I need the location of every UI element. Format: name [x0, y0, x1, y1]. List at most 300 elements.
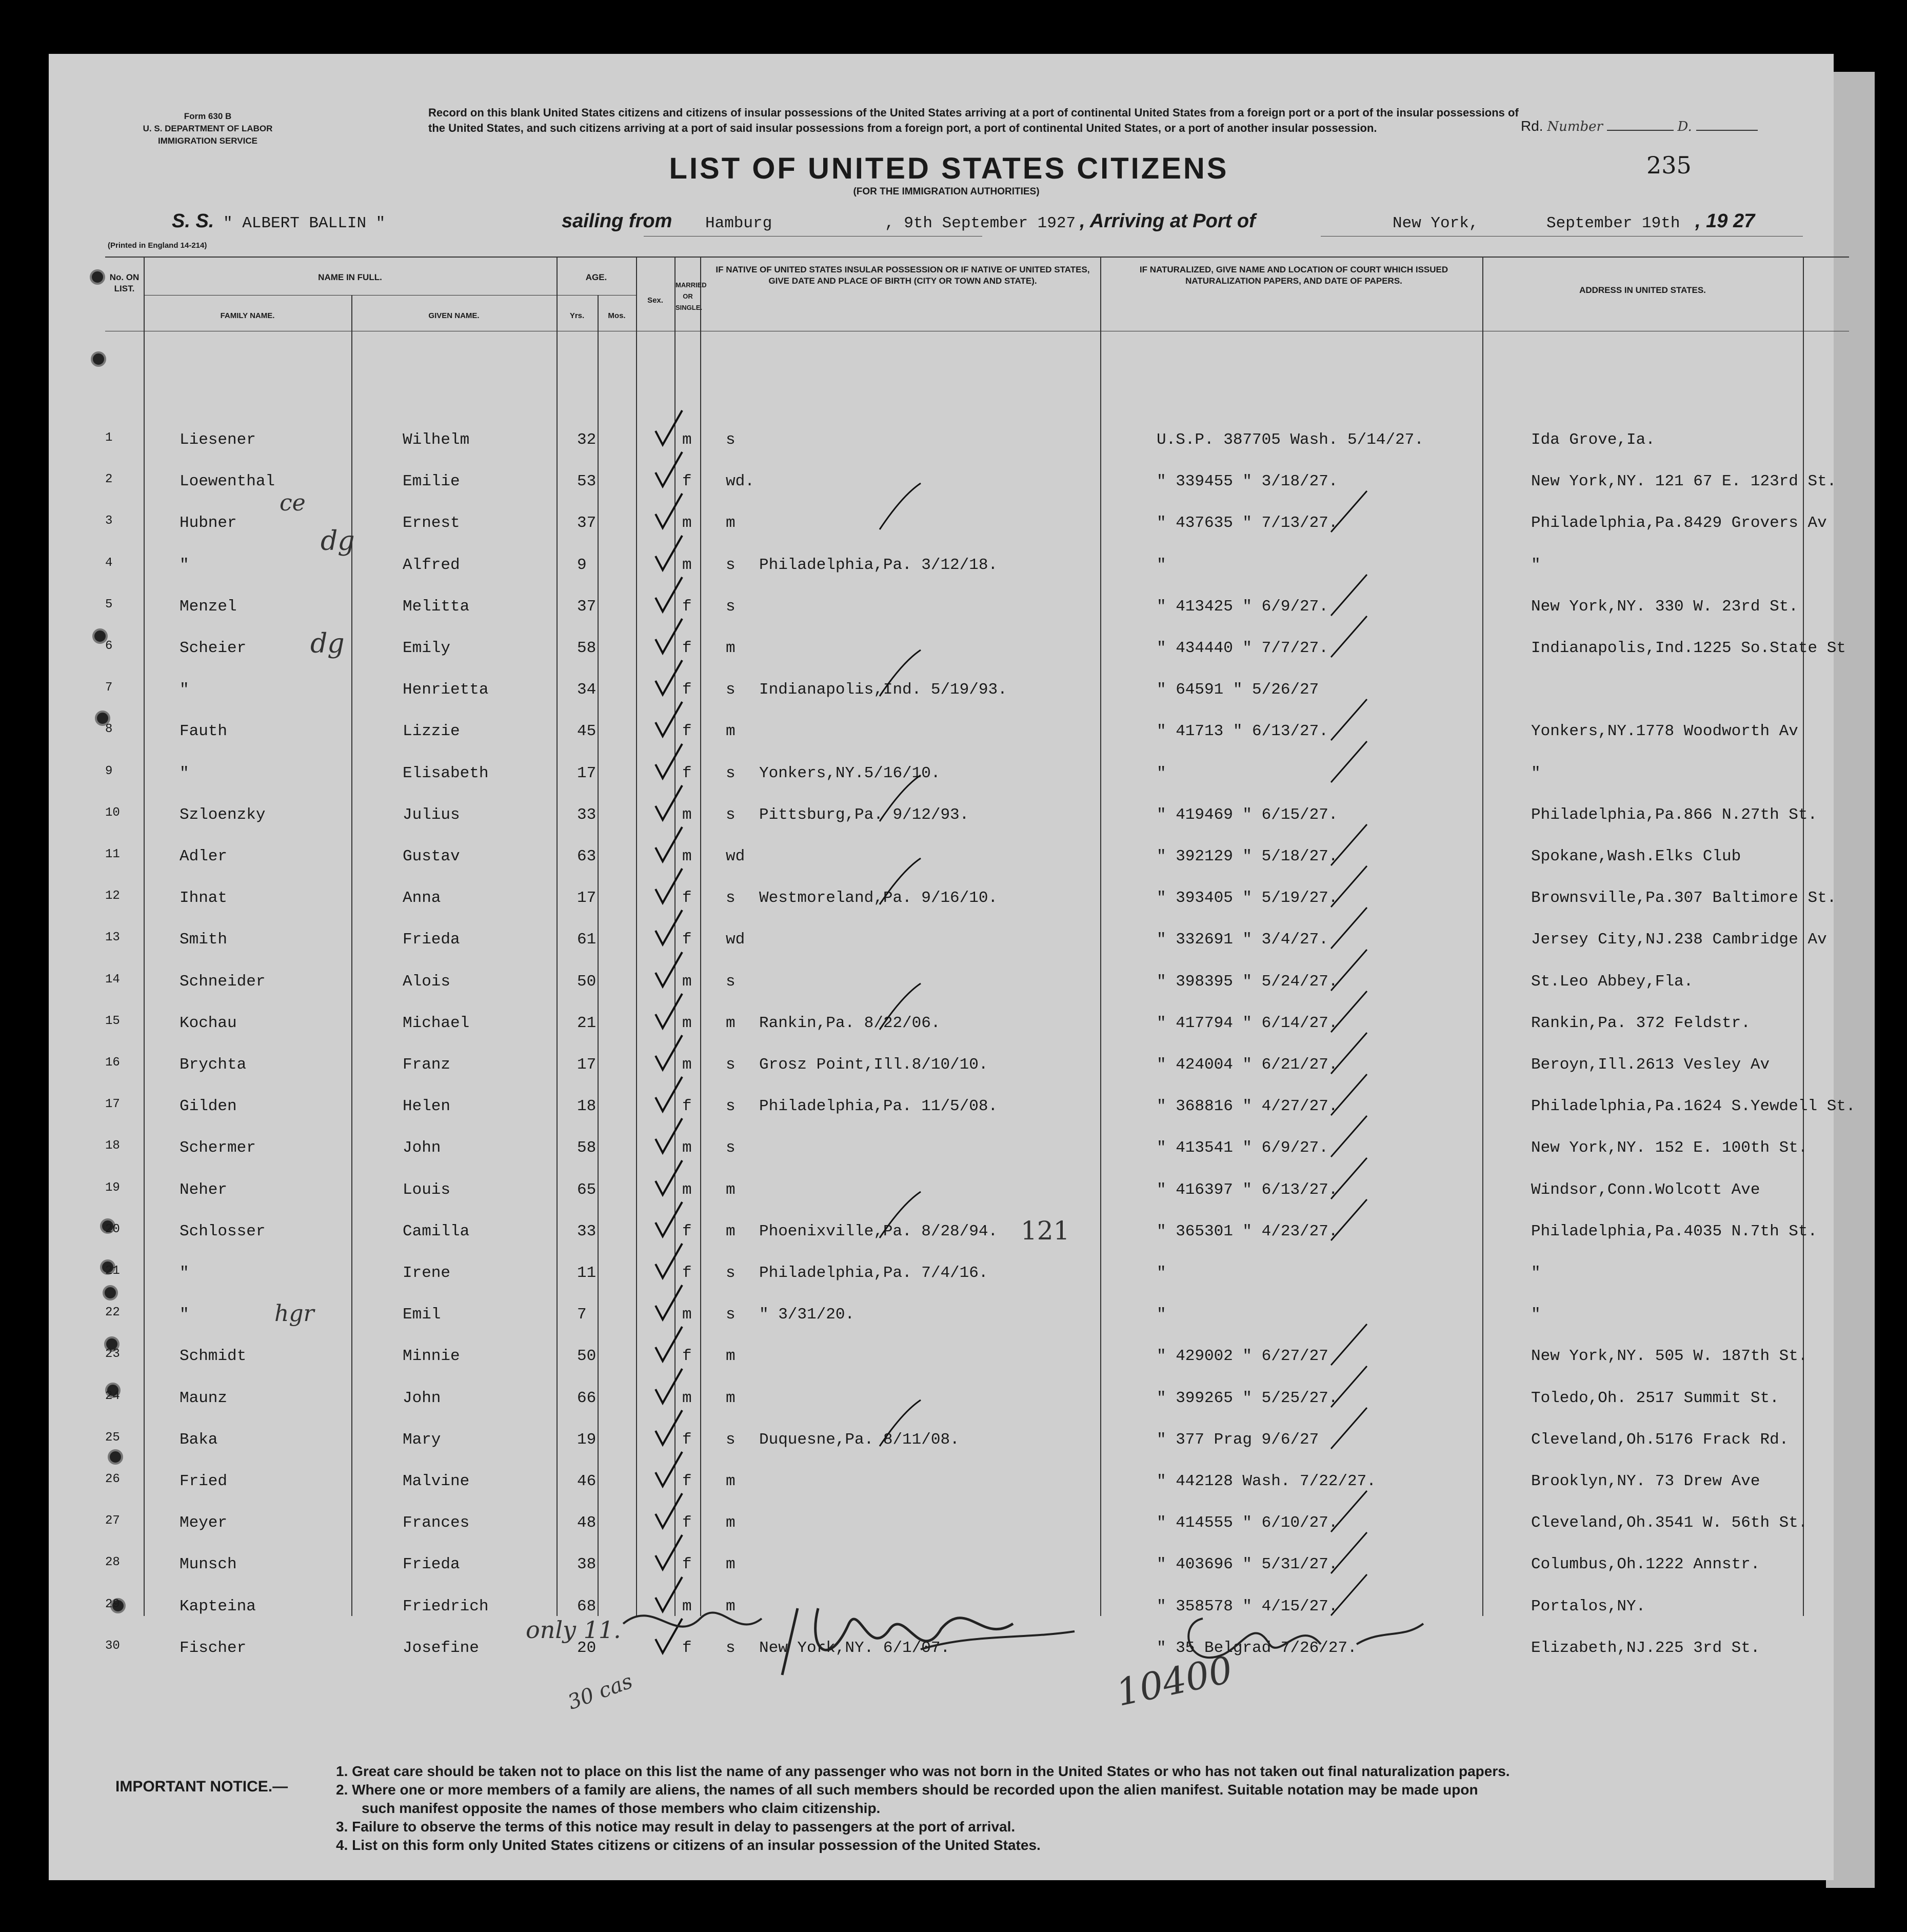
- handwritten-annotation: hgr: [274, 1300, 314, 1327]
- check-mark: [651, 1283, 687, 1324]
- family-name: Munsch: [180, 1555, 237, 1574]
- sex: m: [682, 1139, 692, 1157]
- sex: f: [682, 639, 692, 657]
- given-name: Louis: [403, 1180, 451, 1199]
- marital-status: s: [726, 1097, 736, 1116]
- naturalization: " 35 Belgrad 7/26/27.: [1157, 1639, 1357, 1657]
- address: New York,NY. 330 W. 23rd St.: [1531, 597, 1798, 616]
- sex: f: [682, 889, 692, 908]
- check-mark: [651, 449, 687, 490]
- birthplace: Yonkers,NY.5/16/10.: [759, 764, 941, 782]
- notice-item: 2. Where one or more members of a family are aliens, the names of all such members should be recorded upon the alien manifest. Suitable notation may be made upon: [336, 1782, 1478, 1798]
- marital-status: s: [726, 805, 736, 824]
- punch-hole: [103, 1285, 118, 1300]
- row-number: 29: [105, 1597, 120, 1611]
- naturalization: " 393405 " 5/19/27.: [1157, 889, 1338, 908]
- sex: m: [682, 1056, 692, 1074]
- naturalization: " 413541 " 6/9/27.: [1157, 1139, 1328, 1157]
- check-mark: [875, 853, 926, 910]
- naturalization: " 368816 " 4/27/27.: [1157, 1097, 1338, 1116]
- naturalization: " 403696 " 5/31/27.: [1157, 1555, 1338, 1574]
- given-name: John: [403, 1139, 441, 1157]
- sailing-date: , 9th September 1927: [885, 214, 1076, 232]
- address: Portalos,NY.: [1531, 1597, 1646, 1615]
- arrival-date: September 19th: [1546, 214, 1680, 232]
- notice-item: 4. List on this form only United States citizens or citizens of an insular possession of the United States.: [336, 1837, 1041, 1853]
- row-number: 19: [105, 1180, 120, 1195]
- given-name: Julius: [403, 805, 460, 824]
- check-mark: [651, 1116, 687, 1157]
- age: 65: [577, 1180, 597, 1199]
- family-name: Loewenthal: [180, 472, 275, 491]
- check-mark: [651, 408, 687, 449]
- given-name: Alois: [403, 972, 451, 991]
- sex: m: [682, 1597, 692, 1615]
- naturalization: " 424004 " 6/21/27.: [1157, 1056, 1338, 1074]
- check-mark: [651, 908, 687, 949]
- family-name: Neher: [180, 1180, 228, 1199]
- naturalization: " 64591 " 5/26/27: [1157, 681, 1319, 699]
- birthplace: Philadelphia,Pa. 7/4/16.: [759, 1264, 988, 1282]
- col-header-family: FAMILY NAME.: [220, 311, 275, 320]
- marital-status: s: [726, 681, 736, 699]
- family-name: Schneider: [180, 972, 266, 991]
- punch-hole: [108, 1449, 123, 1465]
- family-name: Brychta: [180, 1056, 247, 1074]
- row-number: 12: [105, 889, 120, 903]
- address: Beroyn,Ill.2613 Vesley Av: [1531, 1056, 1770, 1074]
- col-header-yrs: Yrs.: [569, 311, 585, 320]
- family-name: Kochau: [180, 1014, 237, 1032]
- marital-status: m: [726, 1180, 736, 1199]
- given-name: Emilie: [403, 472, 460, 491]
- naturalization: " 392129 " 5/18/27.: [1157, 847, 1338, 865]
- naturalization: " 416397 " 6/13/27.: [1157, 1180, 1338, 1199]
- age: 48: [577, 1514, 597, 1532]
- sex: f: [682, 1097, 692, 1116]
- rd-number: Rd. Number D.: [1521, 118, 1758, 134]
- naturalization: " 365301 " 4/23/27.: [1157, 1222, 1338, 1240]
- sex: f: [682, 1555, 692, 1574]
- sex: f: [682, 722, 692, 741]
- marital-status: s: [726, 889, 736, 908]
- family-name: Maunz: [180, 1389, 228, 1407]
- notice-item: such manifest opposite the names of those members who claim citizenship.: [362, 1800, 881, 1816]
- address: ": [1531, 1306, 1541, 1324]
- given-name: Michael: [403, 1014, 470, 1032]
- marital-status: m: [726, 722, 736, 741]
- address: Jersey City,NJ.238 Cambridge Av: [1531, 931, 1827, 949]
- family-name: Ihnat: [180, 889, 228, 908]
- address: New York,NY. 121 67 E. 123rd St.: [1531, 472, 1837, 491]
- address: Rankin,Pa. 372 Feldstr.: [1531, 1014, 1751, 1032]
- manifest-page: [49, 54, 1856, 1880]
- age: 17: [577, 1056, 597, 1074]
- family-name: Meyer: [180, 1514, 228, 1532]
- address: Ida Grove,Ia.: [1531, 431, 1655, 449]
- age: 50: [577, 1347, 597, 1366]
- given-name: Franz: [403, 1056, 451, 1074]
- check-mark: [651, 1491, 687, 1532]
- naturalization: " 413425 " 6/9/27.: [1157, 597, 1328, 616]
- address: ": [1531, 1264, 1541, 1282]
- family-name: Schermer: [180, 1139, 256, 1157]
- check-mark: [1326, 486, 1372, 537]
- marital-status: m: [726, 1347, 736, 1366]
- row-number: 5: [105, 597, 113, 612]
- sex: f: [682, 1472, 692, 1490]
- sex: m: [682, 431, 692, 449]
- row-number: 28: [105, 1555, 120, 1570]
- age: 45: [577, 722, 597, 741]
- row-number: 18: [105, 1139, 120, 1153]
- naturalization: " 434440 " 7/7/27.: [1157, 639, 1328, 657]
- check-mark: [651, 824, 687, 865]
- given-name: Elisabeth: [403, 764, 489, 782]
- punch-hole: [91, 351, 106, 367]
- age: 19: [577, 1430, 597, 1449]
- marital-status: m: [726, 1555, 736, 1574]
- page-number: 235: [1646, 151, 1692, 179]
- handwritten-annotation: dg: [310, 628, 345, 659]
- given-name: Josefine: [403, 1639, 479, 1657]
- col-header-given: GIVEN NAME.: [428, 311, 480, 320]
- marital-status: s: [726, 1430, 736, 1449]
- family-name: ": [180, 1264, 189, 1282]
- given-name: Ernest: [403, 514, 460, 533]
- address: Toledo,Oh. 2517 Summit St.: [1531, 1389, 1779, 1407]
- birthplace: Philadelphia,Pa. 3/12/18.: [759, 556, 998, 574]
- birthplace: Pittsburg,Pa. 9/12/93.: [759, 805, 969, 824]
- check-mark: [651, 1199, 687, 1240]
- form-identifier: [141, 110, 274, 147]
- family-name: Schmidt: [180, 1347, 247, 1366]
- row-number: 25: [105, 1430, 120, 1445]
- birthplace: Westmoreland,Pa. 9/16/10.: [759, 889, 998, 908]
- row-number: 2: [105, 472, 113, 487]
- handwritten-total: 10400: [1112, 1648, 1237, 1714]
- family-name: Liesener: [180, 431, 256, 449]
- ship-name: " ALBERT BALLIN ": [223, 214, 386, 232]
- family-name: Kapteina: [180, 1597, 256, 1615]
- check-mark: [651, 1324, 687, 1365]
- age: 21: [577, 1014, 597, 1032]
- marital-status: s: [726, 597, 736, 616]
- marital-status: wd.: [726, 472, 754, 491]
- family-name: ": [180, 681, 189, 699]
- address: Elizabeth,NJ.225 3rd St.: [1531, 1639, 1760, 1657]
- age: 50: [577, 972, 597, 991]
- check-mark: [1326, 736, 1372, 787]
- check-mark: [875, 1395, 926, 1451]
- handwritten-annotation: dg: [321, 526, 355, 557]
- check-mark: [651, 1158, 687, 1199]
- col-header-sex: Sex.: [647, 296, 663, 305]
- row-number: 17: [105, 1097, 120, 1112]
- family-name: Scheier: [180, 639, 247, 657]
- given-name: Wilhelm: [403, 431, 470, 449]
- naturalization: " 41713 " 6/13/27.: [1157, 722, 1328, 741]
- sex: m: [682, 847, 692, 865]
- naturalization: " 332691 " 3/4/27.: [1157, 931, 1328, 949]
- naturalization: " 442128 Wash. 7/22/27.: [1157, 1472, 1376, 1490]
- sex: m: [682, 1014, 692, 1032]
- record-instructions: Record on this blank United States citizens and citizens of insular possessions of the United States arriving at a port of continental United States from a foreign port or a port of the insular possessions of the United States, and such citizens arriving at a port of said insular possessions from a foreign port, a port of continental United States, or a port of another insular possession.: [428, 106, 1519, 134]
- age: 37: [577, 597, 597, 616]
- naturalization: " 377 Prag 9/6/27: [1157, 1430, 1319, 1449]
- given-name: Malvine: [403, 1472, 470, 1490]
- printed-note: (Printed in England 14-214): [108, 241, 207, 250]
- row-number: 10: [105, 805, 120, 820]
- handwritten-note: 30 cas: [565, 1669, 636, 1714]
- sex: f: [682, 1430, 692, 1449]
- row-number: 22: [105, 1306, 120, 1320]
- row-number: 20: [105, 1222, 120, 1236]
- row-number: 13: [105, 931, 120, 945]
- age: 11: [577, 1264, 597, 1282]
- sex: f: [682, 1639, 692, 1657]
- sex: m: [682, 556, 692, 574]
- family-name: ": [180, 764, 189, 782]
- age: 20: [577, 1639, 597, 1657]
- address: Indianapolis,Ind.1225 So.State St: [1531, 639, 1846, 657]
- family-name: Hubner: [180, 514, 237, 533]
- col-header-birthplace: IF NATIVE OF UNITED STATES INSULAR POSSESSION OR IF NATIVE OF UNITED STATES, GIVE DATE AND PLACE OF BIRTH (CITY OR TOWN AND STATE).: [716, 265, 1090, 286]
- check-mark: [651, 1241, 687, 1282]
- family-name: Fauth: [180, 722, 228, 741]
- col-header-married: MARRIED OR SINGLE.: [676, 281, 707, 311]
- row-number: 24: [105, 1389, 120, 1403]
- row-number: 8: [105, 722, 113, 737]
- col-header-name: NAME IN FULL.: [318, 272, 382, 282]
- naturalization: " 437635 " 7/13/27.: [1157, 514, 1338, 533]
- marital-status: m: [726, 1222, 736, 1240]
- sex: f: [682, 764, 692, 782]
- given-name: Henrietta: [403, 681, 489, 699]
- notice-item: 3. Failure to observe the terms of this notice may result in delay to passengers at the port of arrival.: [336, 1819, 1016, 1835]
- given-name: Irene: [403, 1264, 451, 1282]
- punch-hole: [90, 269, 105, 285]
- address: Cleveland,Oh.5176 Frack Rd.: [1531, 1430, 1789, 1449]
- given-name: Friedrich: [403, 1597, 489, 1615]
- naturalization: " 358578 " 4/15/27.: [1157, 1597, 1338, 1615]
- marital-status: s: [726, 1264, 736, 1282]
- check-mark: [651, 658, 687, 699]
- marital-status: m: [726, 1014, 736, 1032]
- sex: f: [682, 1514, 692, 1532]
- col-header-no: No. ON LIST.: [109, 272, 140, 293]
- row-number: 1: [105, 431, 113, 445]
- page-subtitle: (FOR THE IMMIGRATION AUTHORITIES): [853, 186, 1040, 197]
- family-name: Fried: [180, 1472, 228, 1490]
- address: Brownsville,Pa.307 Baltimore St.: [1531, 889, 1837, 908]
- marital-status: s: [726, 431, 736, 449]
- check-mark: [1326, 1194, 1372, 1246]
- check-mark: [875, 1187, 926, 1243]
- naturalization: " 429002 " 6/27/27: [1157, 1347, 1328, 1366]
- marital-status: s: [726, 1306, 736, 1324]
- handwritten-signature-note: only 11.: [526, 1616, 621, 1644]
- naturalization: " 398395 " 5/24/27.: [1157, 972, 1338, 991]
- port-from: Hamburg: [705, 214, 772, 232]
- age: 7: [577, 1306, 587, 1324]
- age: 32: [577, 431, 597, 449]
- birthplace: Indianapolis,Ind. 5/19/93.: [759, 681, 1007, 699]
- check-mark: [651, 1033, 687, 1074]
- row-number: 16: [105, 1056, 120, 1070]
- marital-status: m: [726, 639, 736, 657]
- marital-status: s: [726, 972, 736, 991]
- age: 33: [577, 805, 597, 824]
- birthplace: Phoenixville,Pa. 8/28/94.: [759, 1222, 998, 1240]
- age: 34: [577, 681, 597, 699]
- important-notice-label: IMPORTANT NOTICE.—: [115, 1778, 288, 1795]
- sex: f: [682, 681, 692, 699]
- sex: m: [682, 805, 692, 824]
- address: ": [1531, 556, 1541, 574]
- family-name: Smith: [180, 931, 228, 949]
- sex: f: [682, 1222, 692, 1240]
- given-name: Mary: [403, 1430, 441, 1449]
- row-number: 30: [105, 1639, 120, 1653]
- address: New York,NY. 505 W. 187th St.: [1531, 1347, 1808, 1366]
- naturalization: ": [1157, 1306, 1166, 1324]
- given-name: Frieda: [403, 931, 460, 949]
- address: Windsor,Conn.Wolcott Ave: [1531, 1180, 1760, 1199]
- family-name: Menzel: [180, 597, 237, 616]
- check-mark: [651, 950, 687, 991]
- given-name: Lizzie: [403, 722, 460, 741]
- given-name: Frances: [403, 1514, 470, 1532]
- row-number: 7: [105, 681, 113, 695]
- handwritten-annotation: ce: [280, 490, 306, 516]
- marital-status: s: [726, 1056, 736, 1074]
- address: Yonkers,NY.1778 Woodworth Av: [1531, 722, 1798, 741]
- sex: m: [682, 1306, 692, 1324]
- family-name: Fischer: [180, 1639, 247, 1657]
- age: 53: [577, 472, 597, 491]
- check-mark: [875, 645, 926, 701]
- check-mark: [651, 1408, 687, 1449]
- sex: m: [682, 1180, 692, 1199]
- marital-status: s: [726, 556, 736, 574]
- address: Spokane,Wash.Elks Club: [1531, 847, 1741, 865]
- address: Columbus,Oh.1222 Annstr.: [1531, 1555, 1760, 1574]
- notice-item: 1. Great care should be taken not to place on this list the name of any passenger who was not born in the United States or who has not taken out final naturalization papers.: [336, 1763, 1510, 1779]
- given-name: Anna: [403, 889, 441, 908]
- naturalization: " 399265 " 5/25/27.: [1157, 1389, 1338, 1407]
- given-name: Melitta: [403, 597, 470, 616]
- family-name: ": [180, 556, 189, 574]
- col-header-naturalization: IF NATURALIZED, GIVE NAME AND LOCATION OF COURT WHICH ISSUED NATURALIZATION PAPERS, AND DATE OF PAPERS.: [1139, 265, 1448, 286]
- given-name: Frieda: [403, 1555, 460, 1574]
- handwritten-count: 121: [1021, 1216, 1070, 1246]
- check-mark: [651, 866, 687, 907]
- sex: f: [682, 1347, 692, 1366]
- page-title: LIST OF UNITED STATES CITIZENS: [669, 152, 1229, 185]
- address: Brooklyn,NY. 73 Drew Ave: [1531, 1472, 1760, 1490]
- naturalization: " 339455 " 3/18/27.: [1157, 472, 1338, 491]
- sex: f: [682, 1264, 692, 1282]
- row-number: 21: [105, 1264, 120, 1278]
- important-notice: [336, 1762, 1813, 1855]
- given-name: Camilla: [403, 1222, 470, 1240]
- marital-status: s: [726, 1139, 736, 1157]
- col-header-address: ADDRESS IN UNITED STATES.: [1579, 285, 1706, 295]
- family-name: ": [180, 1306, 189, 1324]
- row-number: 26: [105, 1472, 120, 1486]
- given-name: Helen: [403, 1097, 451, 1116]
- naturalization: ": [1157, 556, 1166, 574]
- sex: m: [682, 514, 692, 533]
- check-mark: [651, 616, 687, 657]
- check-mark: [651, 1074, 687, 1115]
- family-name: Gilden: [180, 1097, 237, 1116]
- address: Philadelphia,Pa.8429 Grovers Av: [1531, 514, 1827, 533]
- marital-status: m: [726, 1597, 736, 1615]
- row-number: 9: [105, 764, 113, 778]
- birthplace: Rankin,Pa. 8/22/06.: [759, 1014, 941, 1032]
- voyage-line: [172, 210, 1813, 236]
- marital-status: m: [726, 514, 736, 533]
- sex: m: [682, 1389, 692, 1407]
- age: 58: [577, 1139, 597, 1157]
- age: 37: [577, 514, 597, 533]
- given-name: Minnie: [403, 1347, 460, 1366]
- age: 68: [577, 1597, 597, 1615]
- given-name: Emily: [403, 639, 451, 657]
- marital-status: m: [726, 1389, 736, 1407]
- birthplace: New York,NY. 6/1/07.: [759, 1639, 950, 1657]
- birthplace: Duquesne,Pa. 8/11/08.: [759, 1430, 960, 1449]
- signature: [613, 1588, 1485, 1706]
- birthplace: Grosz Point,Ill.8/10/10.: [759, 1056, 988, 1074]
- family-name: Adler: [180, 847, 228, 865]
- address: St.Leo Abbey,Fla.: [1531, 972, 1694, 991]
- arriving-label: , Arriving at Port of: [1080, 210, 1256, 232]
- check-mark: [875, 978, 926, 1035]
- naturalization: " 419469 " 6/15/27.: [1157, 805, 1338, 824]
- row-number: 11: [105, 847, 120, 861]
- family-name: Szloenzky: [180, 805, 266, 824]
- age: 63: [577, 847, 597, 865]
- age: 33: [577, 1222, 597, 1240]
- check-mark: [875, 478, 926, 535]
- family-name: Baka: [180, 1430, 218, 1449]
- age: 66: [577, 1389, 597, 1407]
- ss-label: S. S.: [172, 210, 214, 232]
- check-mark: [1326, 1403, 1372, 1454]
- row-number: 27: [105, 1514, 120, 1528]
- check-mark: [651, 1532, 687, 1573]
- row-number: 23: [105, 1347, 120, 1362]
- address: Philadelphia,Pa.4035 N.7th St.: [1531, 1222, 1818, 1240]
- given-name: Alfred: [403, 556, 460, 574]
- check-mark: [651, 1449, 687, 1490]
- row-number: 4: [105, 556, 113, 570]
- check-mark: [1326, 611, 1372, 662]
- col-header-mos: Mos.: [608, 311, 626, 320]
- age: 17: [577, 889, 597, 908]
- check-mark: [651, 491, 687, 532]
- check-mark: [651, 783, 687, 824]
- check-mark: [875, 770, 926, 826]
- address: New York,NY. 152 E. 100th St.: [1531, 1139, 1808, 1157]
- marital-status: s: [726, 1639, 736, 1657]
- given-name: Emil: [403, 1306, 441, 1324]
- sex: f: [682, 597, 692, 616]
- sex: m: [682, 972, 692, 991]
